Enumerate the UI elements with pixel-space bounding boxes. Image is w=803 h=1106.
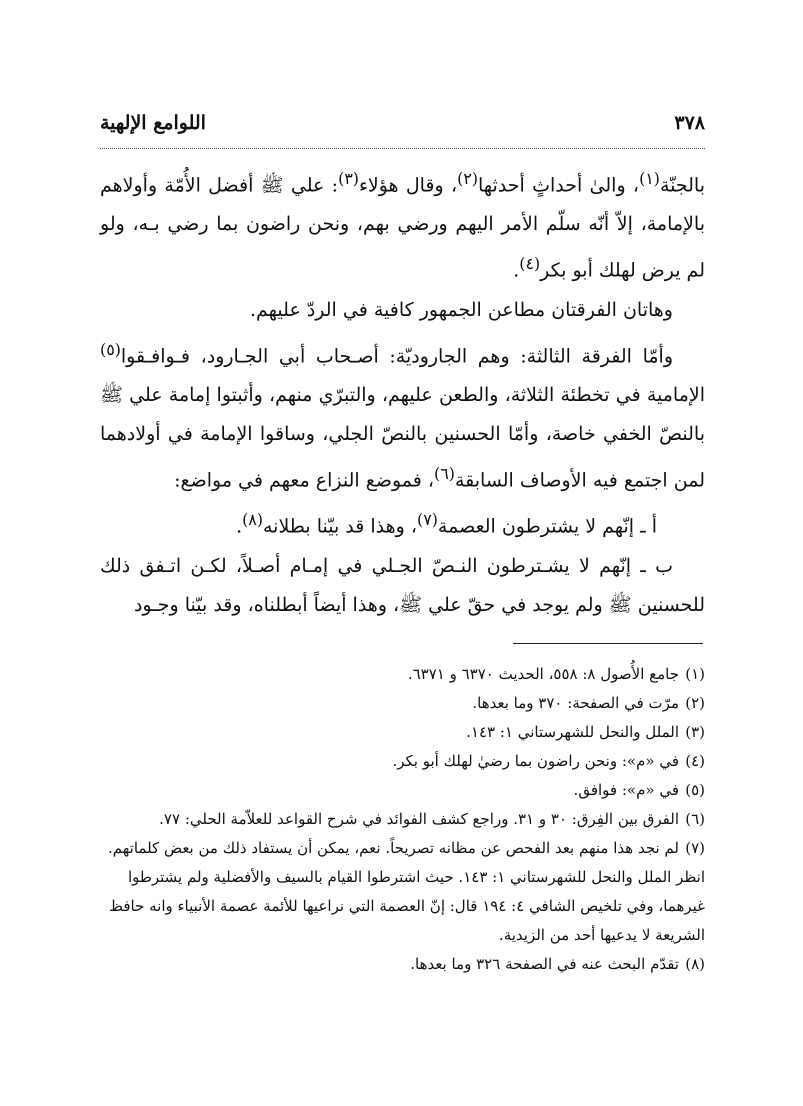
footnote-text: جامع الأُصول ٨: ٥٥٨، الحديث ٦٣٧٠ و ٦٣٧١. xyxy=(407,665,679,683)
running-header xyxy=(100,112,705,149)
footnote xyxy=(95,776,705,805)
footnote-number: (٥) xyxy=(685,781,705,799)
footnote-text: في «م»: فوافق. xyxy=(573,781,679,799)
footnote-number: (٣) xyxy=(685,723,705,741)
footnote-text: الملل والنحل للشهرستاني ١: ١٤٣. xyxy=(466,723,679,741)
footnote-text: لم نجد هذا منهم بعد الفحص عن مظانه تصريحاً. نعم، يمكن أن يستفاد ذلك من بعض كلماتهم. انظر الملل والنحل للشهرستاني ١: ١٤٣. حيث اشترطوا القيام بالسيف والأفضلية ولم يشترطوا غيرهما، وفي تلخيص الشافي ٤: ١٩٤ قال: إنّ العصمة التي نراعيها للأئمة عصمة الأنبياء وانه حافظ الشريعة لا يدعيها أحد من الزيدية. xyxy=(107,839,705,944)
page xyxy=(100,112,705,625)
running-title: اللوامع الإلهية xyxy=(100,112,206,134)
paragraph: وأمّا الفرقة الثالثة: وهم الجاروديّة: أصـحاب أبي الجـارود، فـوافـقوا$^{(٥)}$ الإمامية في تخطئة الثلاثة، والطعن عليهم، والتبرّي منهم، وأثبتوا إمامة علي ﷺ بالنصّ الخفي خاصة، وأمّا الحسنين بالنصّ الجلي، وساقوا الإمامة في أولادهما لمن اجتمع فيه الأوصاف السابقة$^{(٦)}$، فموضع النزاع معهم في مواضع: xyxy=(100,339,705,492)
footnote xyxy=(95,689,705,718)
list-item: أ ـ إنّهم لا يشترطون العصمة$^{(٧)}$، وهذا قد بيّنا بطلانه$^{(٨)}$. xyxy=(236,510,657,538)
paragraph: وهاتان الفرقتان مطاعن الجمهور كافية في الردّ عليهم. xyxy=(249,298,673,321)
footnote-number: (٨) xyxy=(685,955,705,973)
footnote-text: في «م»: ونحن راضون بما رضيٰ لهلك أبو بكر. xyxy=(392,752,679,770)
footnote xyxy=(95,834,705,950)
footnote xyxy=(95,805,705,834)
footnote-text: الفرق بين الفِرق: ٣٠ و ٣١. وراجع كشف الفوائد في شرح القواعد للعلاّمة الحلي: ٧٧. xyxy=(159,810,679,828)
footnote-number: (٤) xyxy=(685,752,705,770)
footnote-divider xyxy=(513,643,703,644)
paragraph: بالجنّة$^{(١)}$، والىٰ أحداثٍ أحدثها$^{(٢)}$، وقال هؤلاء$^{(٣)}$: علي ﷺ أفضل الأُمّة وأولاهم بالإمامة، إلاّ أنّه سلّم الأمر اليهم ورضي بهم، ونحن راضون بما رضي بـه، ولو لم يرض لهلك أبو بكر$^{(٤)}$. xyxy=(100,169,706,282)
main-text xyxy=(100,159,705,625)
footnote-number: (٢) xyxy=(685,694,705,712)
footnote-number: (١) xyxy=(685,665,705,683)
footnote-text: تقدّم البحث عنه في الصفحة ٣٢٦ وما بعدها. xyxy=(410,955,679,973)
footnotes xyxy=(95,660,705,979)
footnote xyxy=(95,718,705,747)
footnote xyxy=(95,660,705,689)
footnote-number: (٧) xyxy=(685,839,705,857)
page-number: ٣٧٨ xyxy=(674,112,705,134)
list-item: ب ـ إنّهم لا يشـترطون النـصّ الجـلي في إمـام أصـلاً، لكـن اتـفق ذلك للحسنين ﷺ ولم يوجد في حقّ علي ﷺ، وهذا أيضاً أبطلناه، وقد بيّنا وجـود xyxy=(100,554,705,616)
footnote-number: (٦) xyxy=(685,810,705,828)
footnote xyxy=(95,950,705,979)
footnote-text: مرّت في الصفحة: ٣٧٠ وما بعدها. xyxy=(472,694,679,712)
footnote xyxy=(95,747,705,776)
